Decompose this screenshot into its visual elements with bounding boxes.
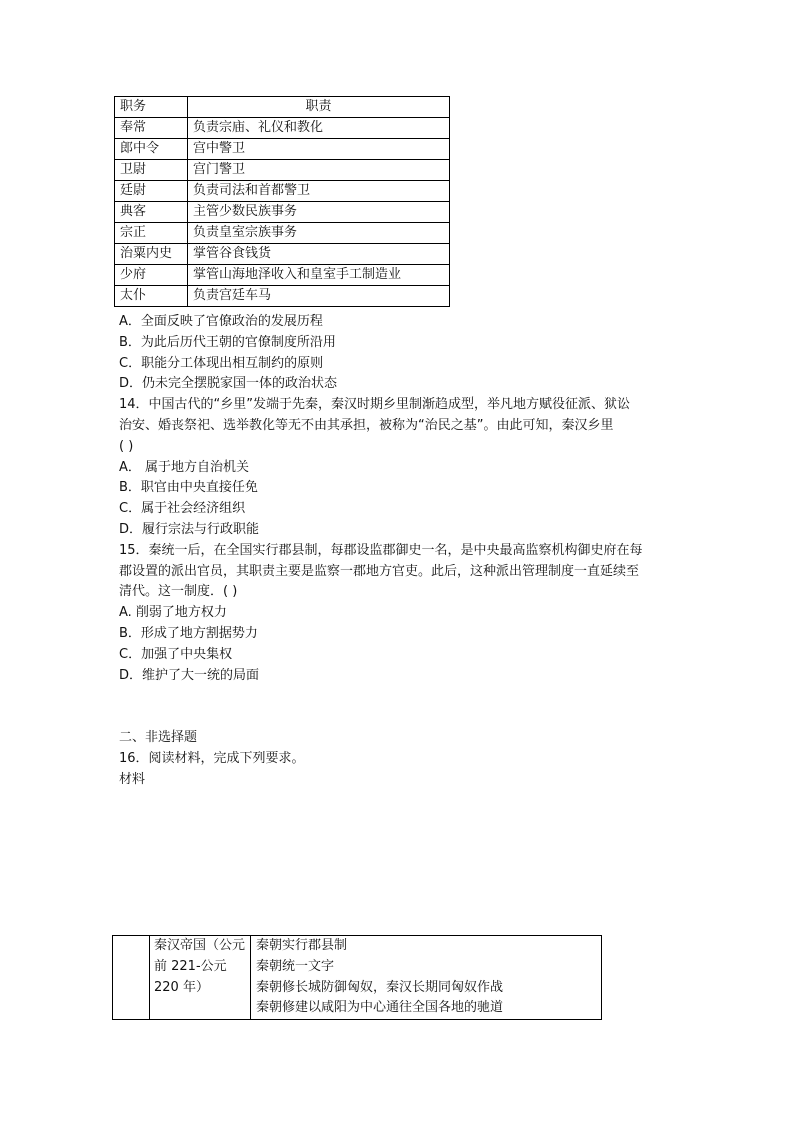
- q14-option-d: D．履行宗法与行政职能: [119, 521, 260, 537]
- period-cell: 秦汉帝国（公元前 221-公元 220 年）: [150, 936, 251, 1020]
- q15-option-a: A. 削弱了地方权力: [119, 605, 227, 621]
- q15-stem-line: 清代。这一制度．( ): [119, 584, 238, 600]
- duty-cell: 宫中警卫: [188, 139, 450, 160]
- q15-option-d: D．维护了大一统的局面: [119, 667, 260, 683]
- header-duty: 职责: [188, 97, 450, 118]
- duty-cell: 主管少数民族事务: [188, 202, 450, 223]
- position-cell: 奉常: [115, 118, 188, 139]
- q15-option-c: C．加强了中央集权: [119, 646, 233, 662]
- spacer: [119, 707, 679, 728]
- q15-option-b: B．形成了地方割据势力: [119, 625, 258, 641]
- position-cell: 郎中令: [115, 139, 188, 160]
- spacer: [119, 686, 679, 707]
- duty-cell: 负责宗庙、礼仪和教化: [188, 118, 450, 139]
- events-cell: [251, 936, 602, 1020]
- q14-option-c: C．属于社会经济组织: [119, 501, 246, 517]
- question-content: [119, 312, 679, 790]
- material-label: 材料: [119, 771, 146, 787]
- q13-option-d: D．仍未完全摆脱家国一体的政治状态: [119, 376, 338, 392]
- q13-option-b: B．为此后历代王朝的官僚制度所沿用: [119, 334, 336, 350]
- table-row: [113, 936, 602, 1020]
- q16-stem: 16．阅读材料，完成下列要求。: [119, 750, 305, 766]
- duty-cell: 宫门警卫: [188, 160, 450, 181]
- position-cell: 宗正: [115, 223, 188, 244]
- duty-table: [114, 96, 450, 307]
- event-item: 秦朝统一文字: [256, 958, 335, 974]
- position-cell: 廷尉: [115, 181, 188, 202]
- table-row: [115, 286, 450, 307]
- q13-option-c: C．职能分工体现出相互制约的原则: [119, 355, 324, 371]
- q14-answer-blank: ( ): [119, 438, 134, 454]
- q13-option-a: A．全面反映了官僚政治的发展历程: [119, 314, 323, 329]
- event-item: 秦朝修长城防御匈奴，秦汉长期同匈奴作战: [256, 979, 504, 995]
- q14-option-a: A． 属于地方自治机关: [119, 459, 250, 475]
- table-row: [115, 118, 450, 139]
- duty-cell: 掌管山海地泽收入和皇室手工制造业: [188, 265, 450, 286]
- position-cell: 治粟内史: [115, 244, 188, 265]
- q15-stem-line: 15．秦统一后，在全国实行郡县制，每郡设监郡御史一名，是中央最高监察机构御史府在每: [119, 542, 643, 558]
- q14-stem-line: 14．中国古代的“乡里”发端于先秦，秦汉时期乡里制渐趋成型，举凡地方赋役征派、狱讼: [119, 397, 631, 413]
- section-title: 二、非选择题: [119, 729, 198, 745]
- header-position: 职务: [115, 97, 188, 118]
- table-row: [115, 265, 450, 286]
- table-row: [115, 160, 450, 181]
- q14-stem-line: 治安、婚丧祭祀、选举教化等无不由其承担，被称为“治民之基”。由此可知，秦汉乡里: [119, 417, 614, 433]
- event-item: 秦朝修建以咸阳为中心通往全国各地的驰道: [256, 1000, 504, 1016]
- material-table: [112, 935, 602, 1020]
- position-cell: 少府: [115, 265, 188, 286]
- table-row: [115, 139, 450, 160]
- position-cell: 太仆: [115, 286, 188, 307]
- table-row: [115, 223, 450, 244]
- q15-stem-line: 郡设置的派出官员，其职责主要是监察一郡地方官吏。此后，这种派出管理制度一直延续至: [119, 563, 640, 579]
- blank-cell: [113, 936, 150, 1020]
- q14-option-b: B．职官由中央直接任免: [119, 480, 258, 496]
- table-row: [115, 181, 450, 202]
- table-row: [115, 202, 450, 223]
- position-cell: 卫尉: [115, 160, 188, 181]
- event-item: 秦朝实行郡县制: [256, 938, 348, 953]
- duty-table-header-row: [115, 97, 450, 118]
- duty-cell: 负责司法和首都警卫: [188, 181, 450, 202]
- duty-cell: 负责宫廷车马: [188, 286, 450, 307]
- table-row: [115, 244, 450, 265]
- duty-cell: 负责皇室宗族事务: [188, 223, 450, 244]
- position-cell: 典客: [115, 202, 188, 223]
- duty-cell: 掌管谷食钱货: [188, 244, 450, 265]
